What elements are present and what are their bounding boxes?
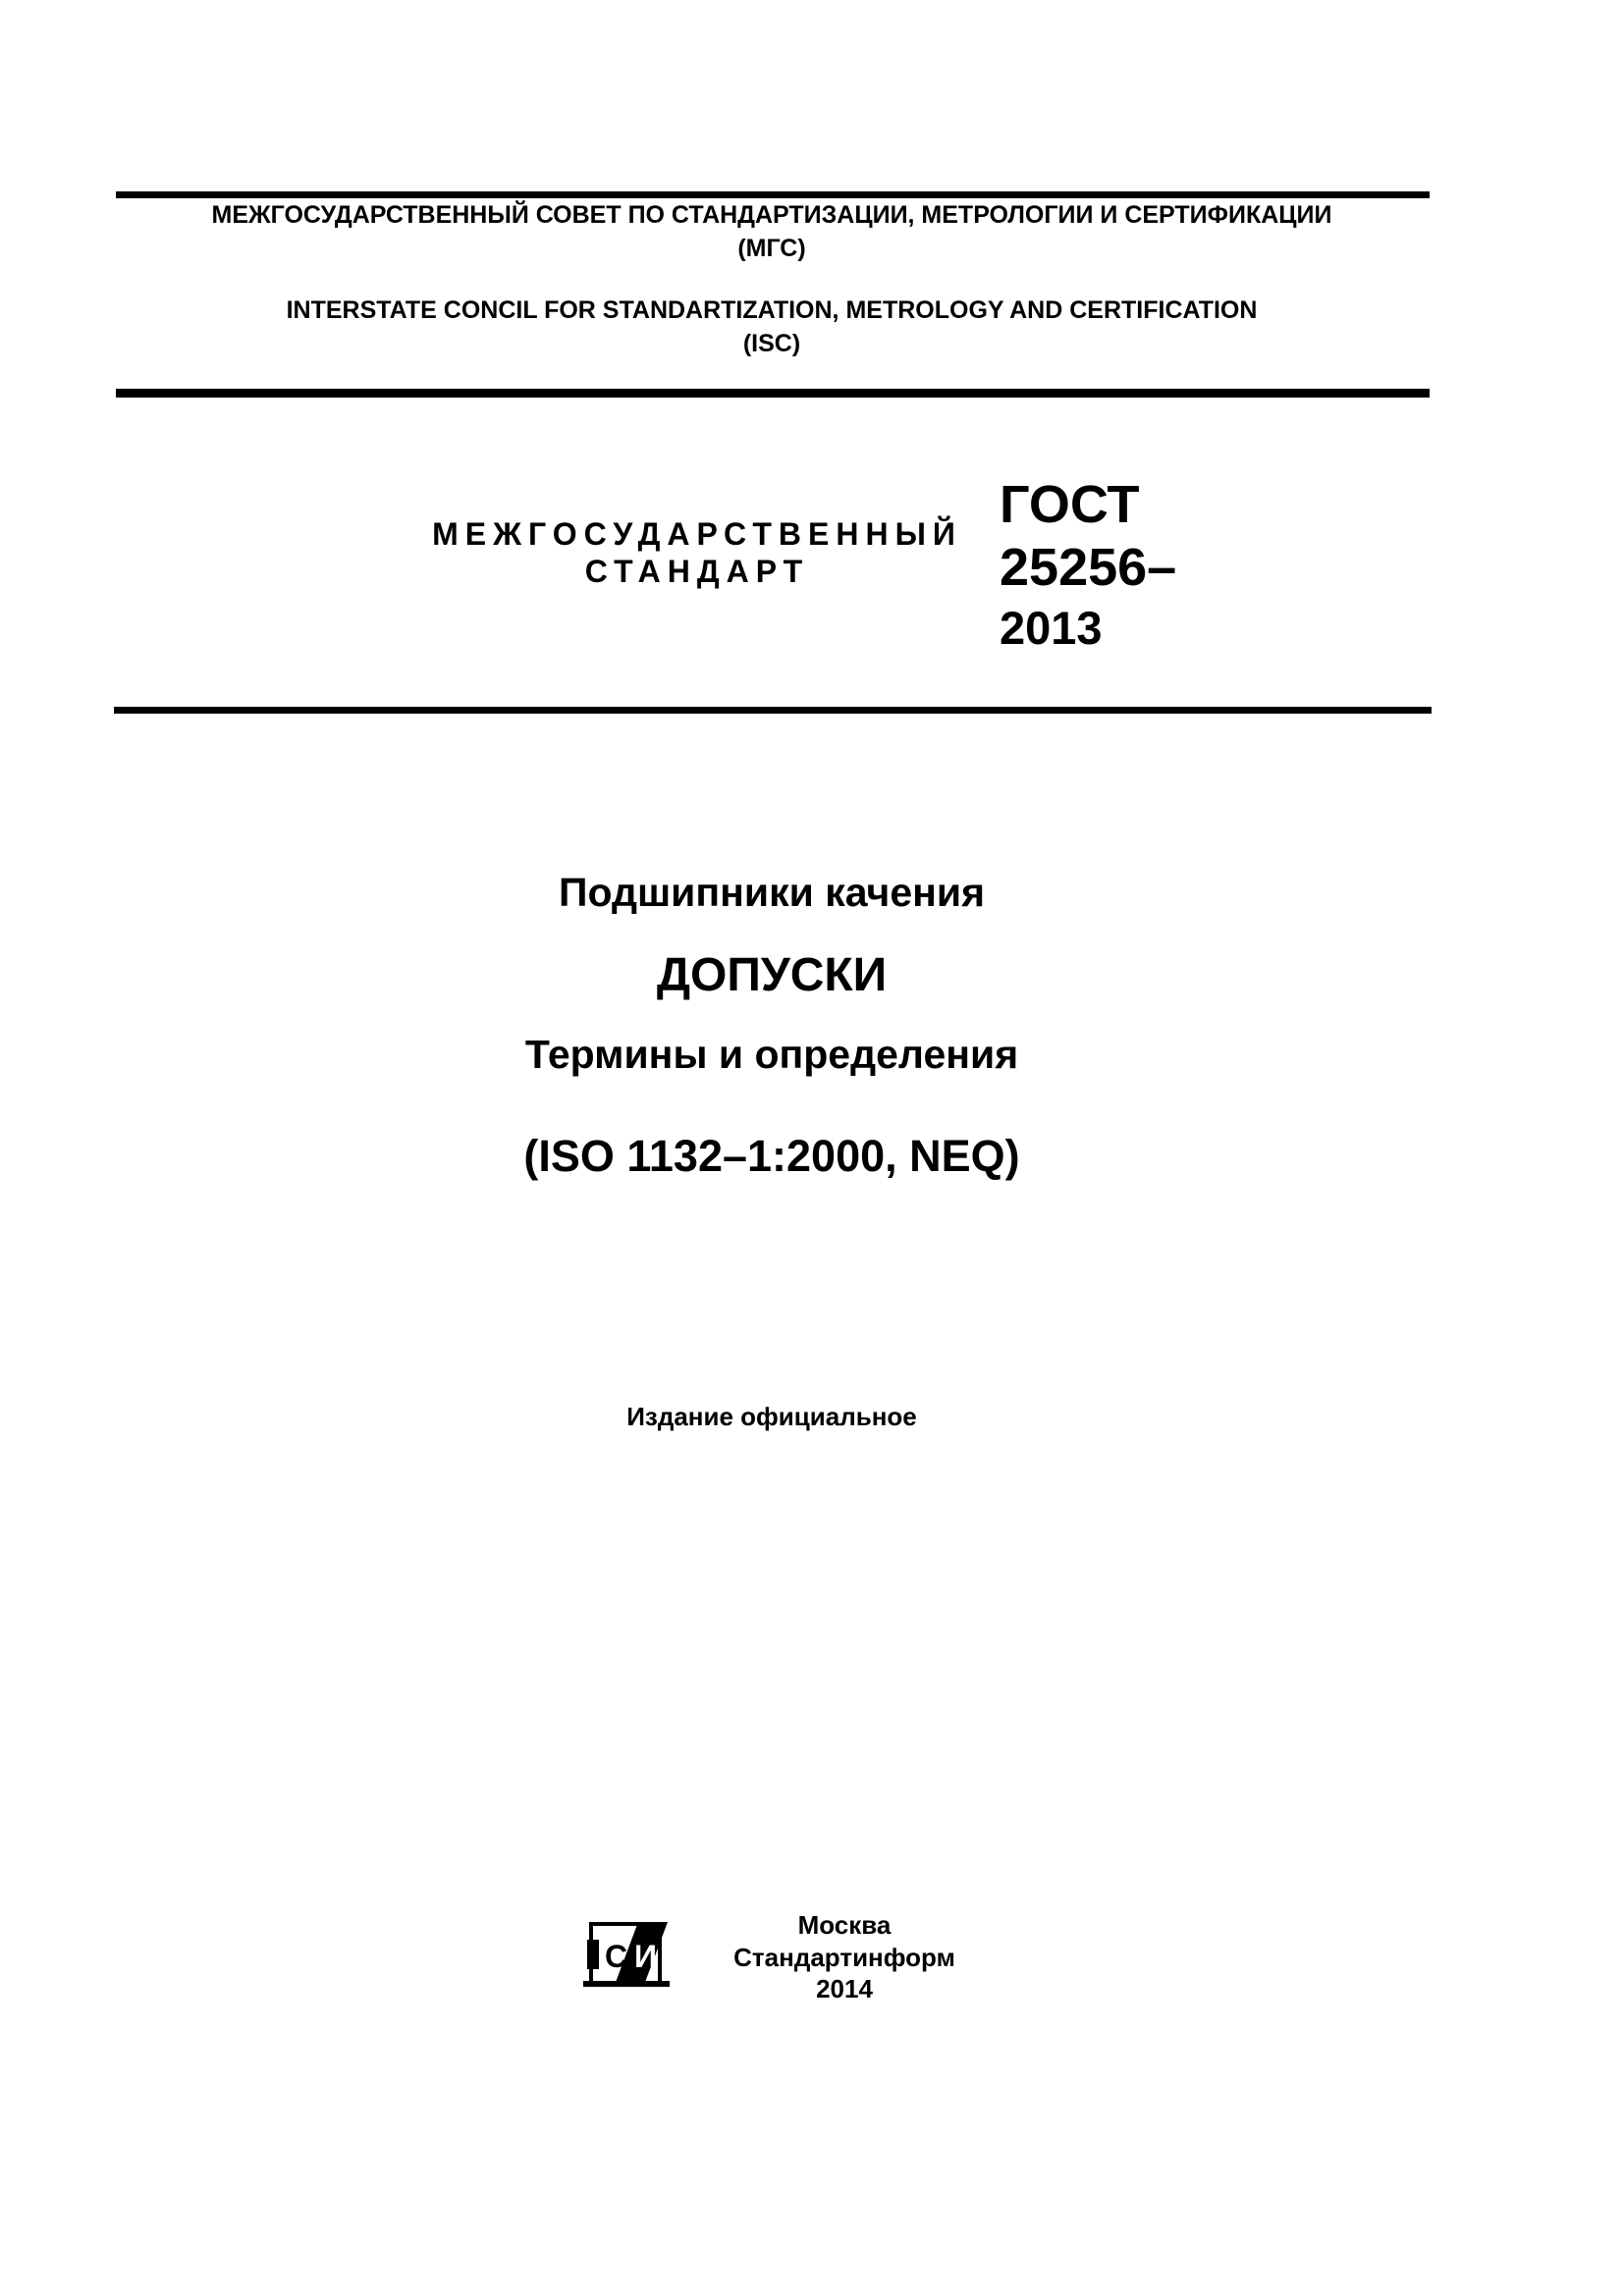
top-rule (116, 191, 1430, 198)
gost-number: 25256– (1000, 538, 1177, 597)
gost-label: ГОСТ (1000, 475, 1140, 534)
imprint-year: 2014 (816, 1974, 873, 2003)
designation-bottom-rule (114, 707, 1432, 714)
header-bottom-rule (116, 389, 1430, 398)
standard-type-line1: МЕЖГОСУДАРСТВЕННЫЙ (432, 516, 962, 552)
standartinform-logo-icon (583, 1920, 672, 1991)
svg-text:С: С (605, 1939, 628, 1974)
standard-type-line2: СТАНДАРТ (584, 554, 810, 589)
gost-year: 2013 (1000, 602, 1103, 654)
title-line1: Подшипники качения (558, 870, 986, 915)
iso-reference: (ISO 1132–1:2000, NEQ) (523, 1131, 1020, 1181)
edition-label: Издание официальное (626, 1402, 917, 1431)
imprint-city: Москва (797, 1910, 892, 1940)
title-line2: ДОПУСКИ (656, 949, 888, 1001)
svg-text:И: И (634, 1939, 657, 1974)
council-ru-abbr: (МГС) (737, 235, 806, 262)
title-line3: Термины и определения (524, 1032, 1019, 1077)
council-en-abbr: (ISC) (742, 330, 801, 357)
council-ru: МЕЖГОСУДАРСТВЕННЫЙ СОВЕТ ПО СТАНДАРТИЗАЦИИ, МЕТРОЛОГИИ И СЕРТИФИКАЦИИ (211, 201, 1332, 229)
council-en: INTERSTATE CONCIL FOR STANDARTIZATION, METROLOGY AND CERTIFICATION (286, 296, 1258, 324)
imprint-publisher: Стандартинформ (733, 1943, 955, 1972)
